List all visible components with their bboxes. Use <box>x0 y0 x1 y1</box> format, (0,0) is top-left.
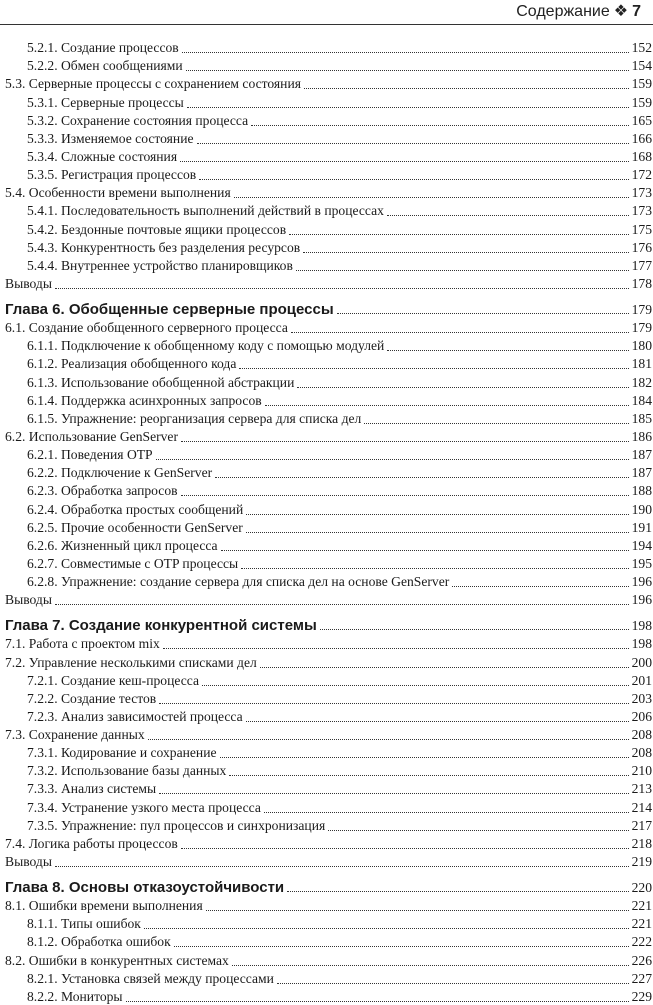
toc-entry-title: Выводы <box>5 275 52 291</box>
toc-entry-page: 154 <box>631 58 652 74</box>
toc-entry-title: 5.3.4. Сложные состояния <box>27 148 178 164</box>
toc-entry[interactable] <box>5 969 652 987</box>
toc-entry[interactable] <box>5 572 652 590</box>
toc-entry[interactable] <box>5 354 652 372</box>
toc-entry[interactable] <box>5 590 652 608</box>
diamond-ornament-icon: ❖ <box>613 3 629 20</box>
toc-entry-page: 165 <box>631 112 652 128</box>
toc-entry-title: 7.3.5. Упражнение: пул процессов и синхронизация <box>27 817 326 833</box>
dot-leader <box>303 252 628 253</box>
toc-entry-page: 213 <box>631 781 652 797</box>
dot-leader <box>296 270 629 271</box>
toc-entry-title: 6.1.1. Подключение к обобщенному коду с помощью модулей <box>27 338 385 354</box>
dot-leader <box>289 234 628 235</box>
toc-entry-page: 221 <box>631 898 652 914</box>
dot-leader <box>232 965 629 966</box>
toc-entry[interactable] <box>5 38 652 56</box>
toc-entry-page: 221 <box>631 916 652 932</box>
toc-entry-title: 8.2. Ошибки в конкурентных системах <box>5 952 229 968</box>
toc-entry[interactable] <box>5 165 652 183</box>
toc-entry[interactable] <box>5 932 652 950</box>
toc-entry[interactable] <box>5 463 652 481</box>
toc-entry[interactable] <box>5 518 652 536</box>
toc-entry-title: 7.3.1. Кодирование и сохранение <box>27 745 217 761</box>
toc-entry[interactable] <box>5 129 652 147</box>
toc-entry[interactable] <box>5 427 652 445</box>
toc-entry-title: 7.2.3. Анализ зависимостей процесса <box>27 708 243 724</box>
dot-leader <box>55 604 629 605</box>
toc-entry-page: 175 <box>631 221 652 237</box>
dot-leader <box>260 667 629 668</box>
toc-entry-title: 6.2.2. Подключение к GenServer <box>27 465 213 481</box>
toc-entry-title: 5.3. Серверные процессы с сохранением состояния <box>5 76 301 92</box>
toc-entry-title: Глава 6. Обобщенные серверные процессы <box>5 300 334 318</box>
dot-leader <box>206 910 629 911</box>
dot-leader <box>148 739 629 740</box>
toc-chapter-entry[interactable] <box>5 292 652 318</box>
toc-entry-page: 190 <box>631 501 652 517</box>
toc-entry-page: 198 <box>631 618 652 634</box>
toc-entry-title: 5.3.5. Регистрация процессов <box>27 167 197 183</box>
toc-entry-page: 182 <box>631 374 652 390</box>
toc-entry-page: 191 <box>631 519 652 535</box>
dot-leader <box>287 891 628 892</box>
toc-entry-page: 220 <box>631 880 652 896</box>
toc-entry-page: 180 <box>631 338 652 354</box>
toc-entry-title: 5.3.1. Серверные процессы <box>27 94 184 110</box>
toc-entry-page: 177 <box>631 257 652 273</box>
toc-entry[interactable] <box>5 852 652 870</box>
toc-entry-title: 5.3.2. Сохранение состояния процесса <box>27 112 249 128</box>
dot-leader <box>277 983 629 984</box>
toc-entry-page: 208 <box>631 745 652 761</box>
toc-entry-title: 6.2.8. Упражнение: создание сервера для списка дел на основе GenServer <box>27 574 450 590</box>
dot-leader <box>246 514 628 515</box>
toc-entry-title: 6.2.5. Прочие особенности GenServer <box>27 519 243 535</box>
toc-entry-title: 6.1.3. Использование обобщенной абстракции <box>27 374 295 390</box>
toc-entry[interactable] <box>5 318 652 336</box>
toc-entry-title: 5.4.3. Конкурентность без разделения ресурсов <box>27 239 301 255</box>
toc-entry-title: Выводы <box>5 854 52 870</box>
toc-entry-page: 208 <box>631 727 652 743</box>
toc-entry-title: 8.1.1. Типы ошибок <box>27 916 141 932</box>
toc-entry[interactable] <box>5 834 652 852</box>
toc-entry[interactable] <box>5 652 652 670</box>
page-header <box>0 0 653 28</box>
toc-entry[interactable] <box>5 950 652 968</box>
dot-leader <box>144 928 629 929</box>
toc-entry-page: 218 <box>631 835 652 851</box>
toc-entry-title: 5.3.3. Изменяемое состояние <box>27 130 194 146</box>
toc-chapter-entry[interactable] <box>5 870 652 896</box>
toc-entry-title: 7.1. Работа с проектом mix <box>5 636 160 652</box>
toc-entry-title: 7.3.4. Устранение узкого места процесса <box>27 799 261 815</box>
toc-entry-title: 5.4.1. Последовательность выполнений действий в процессах <box>27 203 384 219</box>
dot-leader <box>265 405 629 406</box>
toc-entry-title: 7.3.2. Использование базы данных <box>27 763 227 779</box>
page-number: 7 <box>632 3 641 20</box>
toc-entry-page: 201 <box>631 672 652 688</box>
toc-entry[interactable] <box>5 499 652 517</box>
dot-leader <box>328 830 628 831</box>
dot-leader <box>55 288 629 289</box>
toc-entry[interactable] <box>5 914 652 932</box>
toc-entry[interactable] <box>5 274 652 292</box>
toc-entry[interactable] <box>5 536 652 554</box>
toc-entry-page: 172 <box>631 167 652 183</box>
toc-entry[interactable] <box>5 671 652 689</box>
dot-leader <box>320 629 629 630</box>
toc-entry-page: 219 <box>631 854 652 870</box>
toc-entry-title: 6.2.7. Совместимые с OTP процессы <box>27 555 239 571</box>
toc-entry-title: 8.1.2. Обработка ошибок <box>27 934 171 950</box>
toc-entry-page: 152 <box>631 40 652 56</box>
toc-entry[interactable] <box>5 336 652 354</box>
dot-leader <box>181 848 629 849</box>
toc-entry-page: 173 <box>631 203 652 219</box>
toc-entry-title: Выводы <box>5 592 52 608</box>
toc-entry-page: 229 <box>631 988 652 1004</box>
dot-leader <box>304 88 629 89</box>
dot-leader <box>159 703 628 704</box>
toc-entry-title: 6.1.4. Поддержка асинхронных запросов <box>27 392 262 408</box>
dot-leader <box>156 459 629 460</box>
toc-entry-page: 179 <box>631 301 652 317</box>
dot-leader <box>246 721 629 722</box>
toc-entry-title: 7.2.1. Создание кеш-процесса <box>27 672 199 688</box>
toc-entry[interactable] <box>5 372 652 390</box>
toc-entry[interactable] <box>5 987 652 1005</box>
toc-entry[interactable] <box>5 74 652 92</box>
toc-entry-title: Глава 8. Основы отказоустойчивости <box>5 879 285 897</box>
dot-leader <box>220 757 629 758</box>
dot-leader <box>234 197 629 198</box>
dot-leader <box>239 368 628 369</box>
toc-entry-title: 5.2.2. Обмен сообщениями <box>27 58 183 74</box>
toc-entry[interactable] <box>5 147 652 165</box>
dot-leader <box>199 179 628 180</box>
header-rule <box>0 24 653 25</box>
toc-entry[interactable] <box>5 183 652 201</box>
dot-leader <box>55 866 629 867</box>
toc-entry-page: 226 <box>631 952 652 968</box>
toc-entry-page: 200 <box>631 654 652 670</box>
toc-entry-page: 168 <box>631 148 652 164</box>
dot-leader <box>246 532 629 533</box>
dot-leader <box>264 812 629 813</box>
toc-entry-page: 187 <box>631 465 652 481</box>
toc-entry-page: 196 <box>631 592 652 608</box>
toc-entry[interactable] <box>5 201 652 219</box>
toc-entry-title: 6.2. Использование GenServer <box>5 428 178 444</box>
dot-leader <box>180 161 629 162</box>
toc-entry-page: 186 <box>631 428 652 444</box>
toc-entry-page: 181 <box>631 356 652 372</box>
dot-leader <box>229 775 628 776</box>
toc-entry-title: 6.2.3. Обработка запросов <box>27 483 178 499</box>
toc-entry-page: 185 <box>631 410 652 426</box>
toc-entry-title: 5.2.1. Создание процессов <box>27 40 179 56</box>
dot-leader <box>126 1001 629 1002</box>
toc-entry-page: 195 <box>631 555 652 571</box>
toc-entry-title: 6.2.6. Жизненный цикл процесса <box>27 537 218 553</box>
running-head <box>516 1 641 21</box>
toc-entry-page: 173 <box>631 185 652 201</box>
toc-entry-page: 214 <box>631 799 652 815</box>
toc-entry[interactable] <box>5 554 652 572</box>
toc-entry-title: 8.2.1. Установка связей между процессами <box>27 970 274 986</box>
toc-entry-page: 188 <box>631 483 652 499</box>
toc-entry-title: Глава 7. Создание конкурентной системы <box>5 617 317 635</box>
toc-entry-title: 7.3.3. Анализ системы <box>27 781 157 797</box>
toc-entry-page: 203 <box>631 690 652 706</box>
toc-entry-page: 194 <box>631 537 652 553</box>
toc-chapter-entry[interactable] <box>5 608 652 634</box>
running-head-title: Содержание <box>516 3 610 20</box>
toc-entry[interactable] <box>5 743 652 761</box>
table-of-contents <box>5 38 652 1005</box>
toc-entry-page: 159 <box>631 76 652 92</box>
toc-entry[interactable] <box>5 219 652 237</box>
toc-entry[interactable] <box>5 111 652 129</box>
toc-entry-page: 187 <box>631 447 652 463</box>
toc-entry[interactable] <box>5 707 652 725</box>
toc-entry-page: 206 <box>631 708 652 724</box>
dot-leader <box>241 568 628 569</box>
toc-entry[interactable] <box>5 761 652 779</box>
toc-entry-title: 8.2.2. Мониторы <box>27 988 123 1004</box>
dot-leader <box>452 586 628 587</box>
toc-entry[interactable] <box>5 238 652 256</box>
dot-leader <box>197 143 629 144</box>
toc-entry[interactable] <box>5 256 652 274</box>
toc-entry-title: 6.1.2. Реализация обобщенного кода <box>27 356 237 372</box>
toc-entry-page: 184 <box>631 392 652 408</box>
toc-entry-page: 198 <box>631 636 652 652</box>
dot-leader <box>251 125 628 126</box>
dot-leader <box>181 441 629 442</box>
toc-entry-page: 210 <box>631 763 652 779</box>
toc-entry-title: 7.2.2. Создание тестов <box>27 690 157 706</box>
toc-entry-title: 7.2. Управление несколькими списками дел <box>5 654 257 670</box>
dot-leader <box>181 495 629 496</box>
dot-leader <box>163 648 629 649</box>
toc-entry-title: 6.1. Создание обобщенного серверного процесса <box>5 320 288 336</box>
toc-entry-page: 166 <box>631 130 652 146</box>
dot-leader <box>202 685 629 686</box>
dot-leader <box>187 107 629 108</box>
toc-entry-title: 6.2.4. Обработка простых сообщений <box>27 501 244 517</box>
toc-entry-title: 6.2.1. Поведения OTP <box>27 447 153 463</box>
dot-leader <box>159 793 629 794</box>
toc-entry[interactable] <box>5 797 652 815</box>
toc-entry[interactable] <box>5 391 652 409</box>
toc-entry[interactable] <box>5 92 652 110</box>
toc-entry[interactable] <box>5 409 652 427</box>
dot-leader <box>364 423 628 424</box>
toc-entry-title: 8.1. Ошибки времени выполнения <box>5 898 203 914</box>
toc-entry-page: 176 <box>631 239 652 255</box>
toc-entry-title: 5.4. Особенности времени выполнения <box>5 185 231 201</box>
toc-entry[interactable] <box>5 445 652 463</box>
dot-leader <box>387 350 628 351</box>
dot-leader <box>291 332 629 333</box>
toc-entry[interactable] <box>5 689 652 707</box>
dot-leader <box>182 52 629 53</box>
dot-leader <box>186 70 629 71</box>
toc-entry[interactable] <box>5 634 652 652</box>
toc-entry-title: 7.4. Логика работы процессов <box>5 835 178 851</box>
toc-entry-page: 227 <box>631 970 652 986</box>
toc-entry[interactable] <box>5 896 652 914</box>
dot-leader <box>297 387 628 388</box>
toc-entry[interactable] <box>5 779 652 797</box>
toc-entry-title: 7.3. Сохранение данных <box>5 727 145 743</box>
toc-entry-title: 6.1.5. Упражнение: реорганизация сервера для списка дел <box>27 410 362 426</box>
toc-entry[interactable] <box>5 725 652 743</box>
dot-leader <box>387 215 629 216</box>
dot-leader <box>337 313 629 314</box>
toc-entry-page: 178 <box>631 275 652 291</box>
toc-entry-page: 196 <box>631 574 652 590</box>
toc-entry-page: 159 <box>631 94 652 110</box>
toc-entry[interactable] <box>5 56 652 74</box>
toc-entry[interactable] <box>5 816 652 834</box>
toc-entry-title: 5.4.2. Бездонные почтовые ящики процессов <box>27 221 287 237</box>
toc-entry-page: 217 <box>631 817 652 833</box>
dot-leader <box>174 946 629 947</box>
dot-leader <box>215 477 628 478</box>
toc-entry[interactable] <box>5 481 652 499</box>
toc-entry-page: 179 <box>631 320 652 336</box>
dot-leader <box>221 550 629 551</box>
toc-entry-page: 222 <box>631 934 652 950</box>
toc-entry-title: 5.4.4. Внутреннее устройство планировщиков <box>27 257 293 273</box>
